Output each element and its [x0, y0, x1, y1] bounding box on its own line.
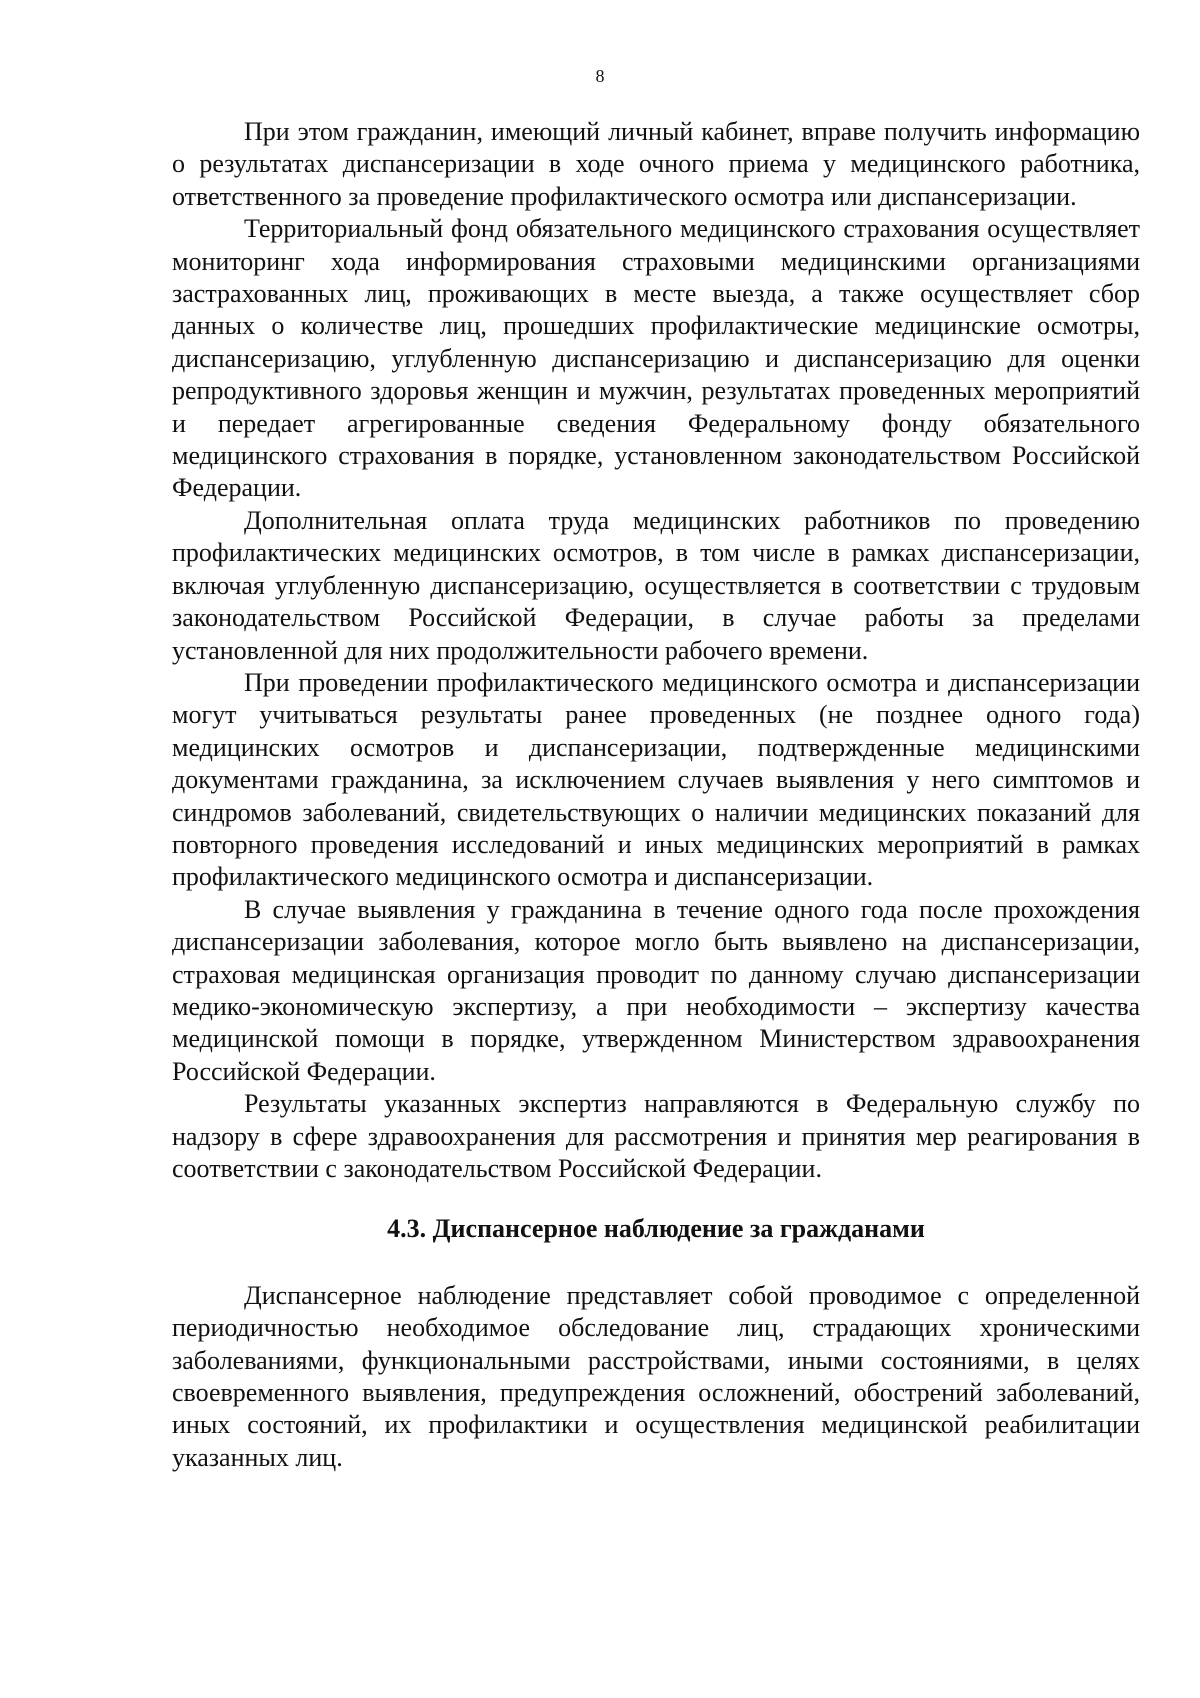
- paragraph-territorial-fund: Территориальный фонд обязательного медицинского страхования осуществляет мониторинг хода информирования страховыми медицинскими организациями застрахованных лиц, проживающих в месте выезда, а также осуществляет сбор данных о количестве лиц, прошедших профилактические медицинские осмотры, диспансеризацию, углубленную диспансеризацию и диспансеризацию для оценки репродуктивного здоровья женщин и мужчин, результатах проведенных мероприятий и передает агрегированные сведения Федеральному фонду обязательного медицинского страхования в порядке, установленном законодательством Российской Федерации.: [172, 214, 1140, 503]
- spacer: [172, 1185, 1140, 1213]
- paragraph-additional-pay: Дополнительная оплата труда медицинских работников по проведению профилактических медицинских осмотров, в том числе в рамках диспансеризации, включая углубленную диспансеризацию, осуществляется в соответствии с трудовым законодательством Российской Федерации, в случае работы за пределами установленной для них продолжительности рабочего времени.: [172, 505, 1140, 665]
- section-heading: 4.3. Диспансерное наблюдение за гражданами: [387, 1214, 925, 1244]
- paragraph-expertise-results: Результаты указанных экспертиз направляются в Федеральную службу по надзору в сфере здравоохранения для рассмотрения и принятия мер реагирования в соответствии с законодательством Российской Федерации.: [172, 1089, 1140, 1183]
- paragraph-dispensary-observation: Диспансерное наблюдение представляет собой проводимое с определенной периодичностью необходимое обследование лиц, страдающих хроническими заболеваниями, функциональными расстройствами, иными состояниями, в целях своевременного выявления, предупреждения осложнений, обострений заболеваний, иных состояний, их профилактики и осуществления медицинской реабилитации указанных лиц.: [172, 1280, 1140, 1472]
- paragraph-disease-detection: В случае выявления у гражданина в течение одного года после прохождения диспансеризации заболевания, которое могло быть выявлено на диспансеризации, страховая медицинская организация проводит по данному случаю диспансеризации медико-экономическую экспертизу, а при необходимости – экспертизу качества медицинской помощи в порядке, утвержденном Министерством здравоохранения Российской Федерации.: [172, 894, 1140, 1086]
- paragraph-personal-account: При этом гражданин, имеющий личный кабинет, вправе получить информацию о результатах диспансеризации в ходе очного приема у медицинского работника, ответственного за проведение профилактического осмотра или диспансеризации.: [172, 117, 1140, 211]
- page-number: 8: [595, 66, 605, 86]
- paragraph-previous-results: При проведении профилактического медицинского осмотра и диспансеризации могут учитываться результаты ранее проведенных (не позднее одного года) медицинских осмотров и диспансеризации, подтвержденные медицинскими документами гражданина, за исключением случаев выявления у него симптомов и синдромов заболеваний, свидетельствующих о наличии медицинских показаний для повторного проведения исследований и иных медицинских мероприятий в рамках профилактического медицинского осмотра и диспансеризации.: [172, 667, 1140, 892]
- document-body: [172, 116, 1140, 1474]
- spacer: [172, 1246, 1140, 1280]
